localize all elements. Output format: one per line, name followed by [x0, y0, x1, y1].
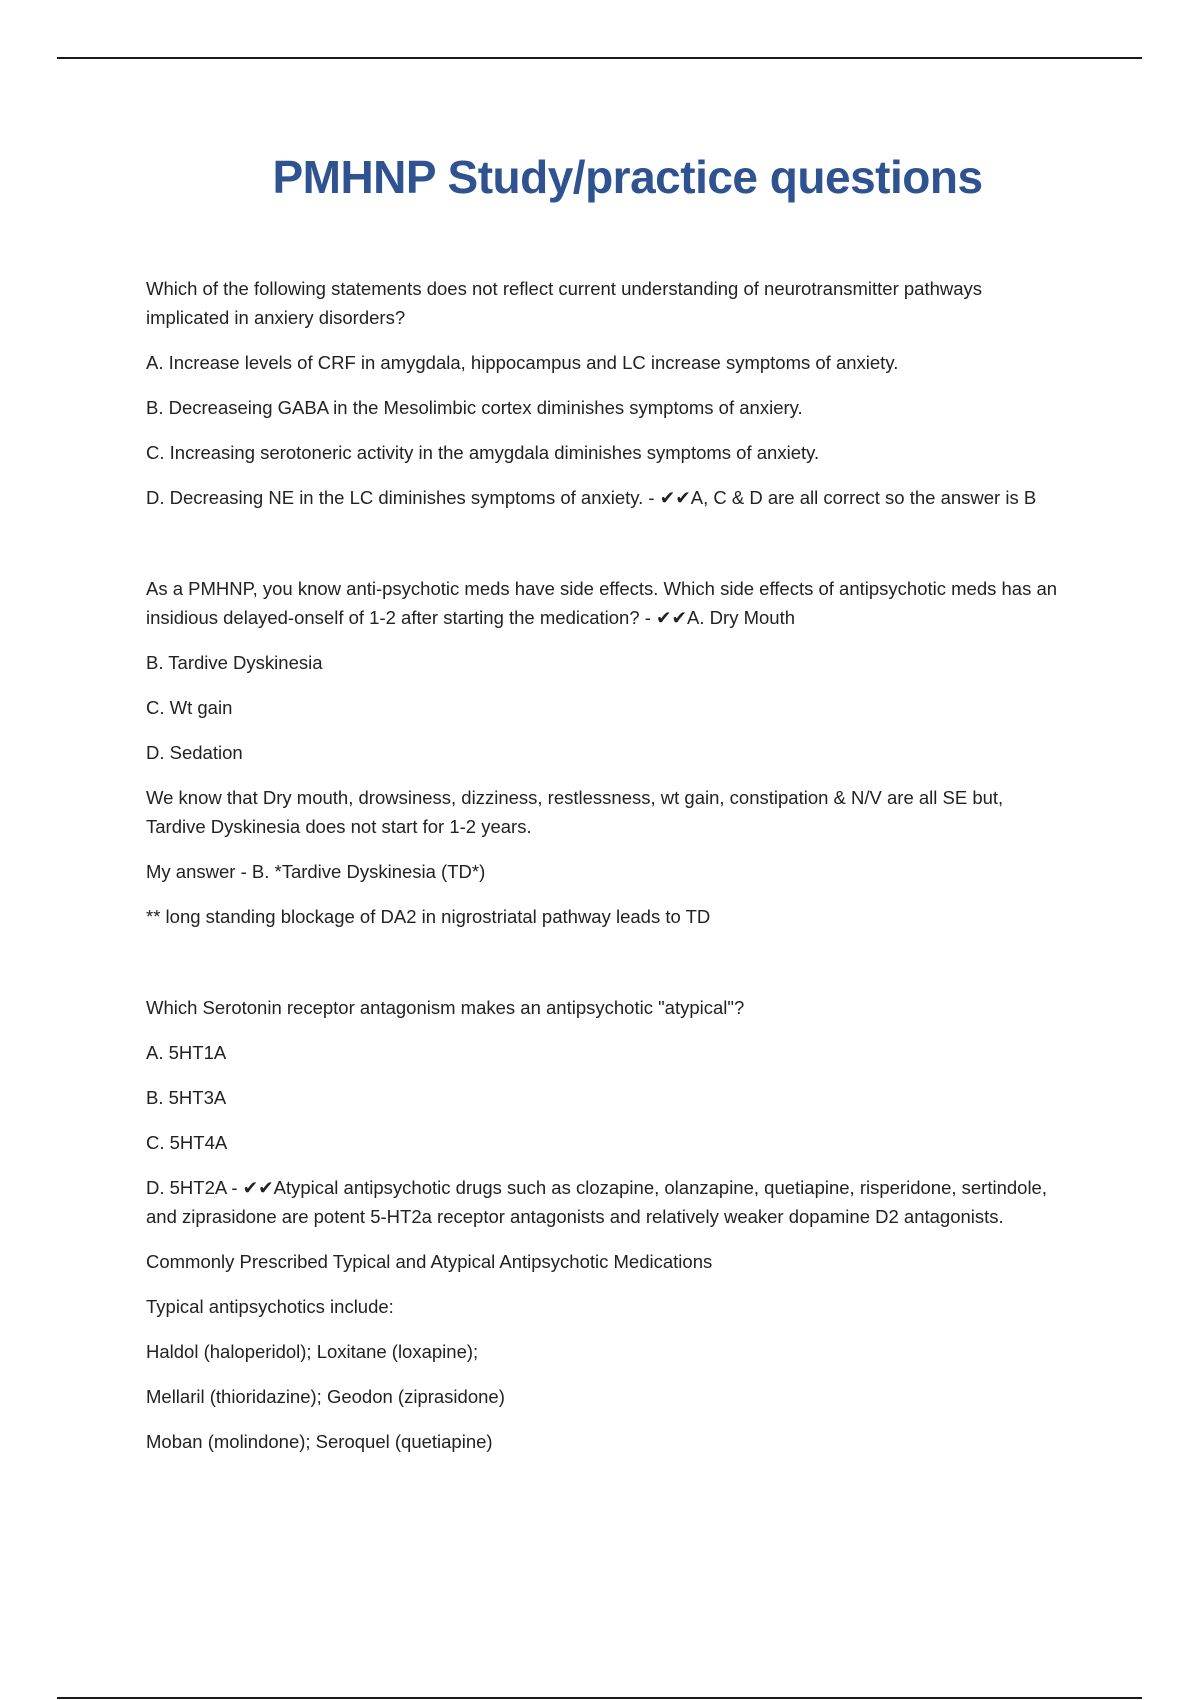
q1-option-c: C. Increasing serotoneric activity in the amygdala diminishes symptoms of anxiety. — [146, 442, 820, 463]
q2-option-c: C. Wt gain — [146, 697, 233, 718]
q3-line-1: Haldol (haloperidol); Loxitane (loxapine); — [146, 1341, 479, 1362]
document-body — [146, 274, 1066, 1456]
q2-explanation: We know that Dry mouth, drowsiness, dizziness, restlessness, wt gain, constipation & N/V are all SE but, Tardive Dyskinesia does not start for 1-2 years. — [146, 787, 1004, 837]
q3-heading: Commonly Prescribed Typical and Atypical Antipsychotic Medications — [146, 1251, 713, 1272]
q2-note: ** long standing blockage of DA2 in nigrostriatal pathway leads to TD — [146, 906, 711, 927]
top-rule — [57, 57, 1142, 59]
q2-option-b: B. Tardive Dyskinesia — [146, 652, 323, 673]
q3-question: Which Serotonin receptor antagonism makes an antipsychotic "atypical"? — [146, 997, 745, 1018]
bottom-rule — [57, 1697, 1142, 1699]
q3-option-c: C. 5HT4A — [146, 1132, 228, 1153]
q3-option-a: A. 5HT1A — [146, 1042, 227, 1063]
q3-line-2: Mellaril (thioridazine); Geodon (ziprasidone) — [146, 1386, 505, 1407]
q2-option-d: D. Sedation — [146, 742, 243, 763]
page-title: PMHNP Study/practice questions — [272, 151, 983, 203]
q3-option-d: D. 5HT2A - ✔✔Atypical antipsychotic drugs such as clozapine, olanzapine, quetiapine, risperidone, sertindole, and ziprasidone are potent 5-HT2a receptor antagonists and relatively weaker dopamine D2 antagonists. — [146, 1177, 1047, 1227]
q1-option-d: D. Decreasing NE in the LC diminishes symptoms of anxiety. - ✔✔A, C & D are all correct so the answer is B — [146, 487, 1037, 508]
q1-question: Which of the following statements does not reflect current understanding of neurotransmitter pathways implicated in anxiery disorders? — [146, 278, 983, 328]
q2-question: As a PMHNP, you know anti-psychotic meds have side effects. Which side effects of antipsychotic meds has an insidious delayed-onself of 1-2 after starting the medication? - ✔✔A. Dry Mouth — [146, 578, 1058, 628]
q3-line-3: Moban (molindone); Seroquel (quetiapine) — [146, 1431, 493, 1452]
q3-option-b: B. 5HT3A — [146, 1087, 227, 1108]
q1-option-a: A. Increase levels of CRF in amygdala, hippocampus and LC increase symptoms of anxiety. — [146, 352, 899, 373]
q2-my-answer: My answer - B. *Tardive Dyskinesia (TD*) — [146, 861, 486, 882]
q1-option-b: B. Decreaseing GABA in the Mesolimbic cortex diminishes symptoms of anxiery. — [146, 397, 803, 418]
q3-typical-intro: Typical antipsychotics include: — [146, 1296, 394, 1317]
